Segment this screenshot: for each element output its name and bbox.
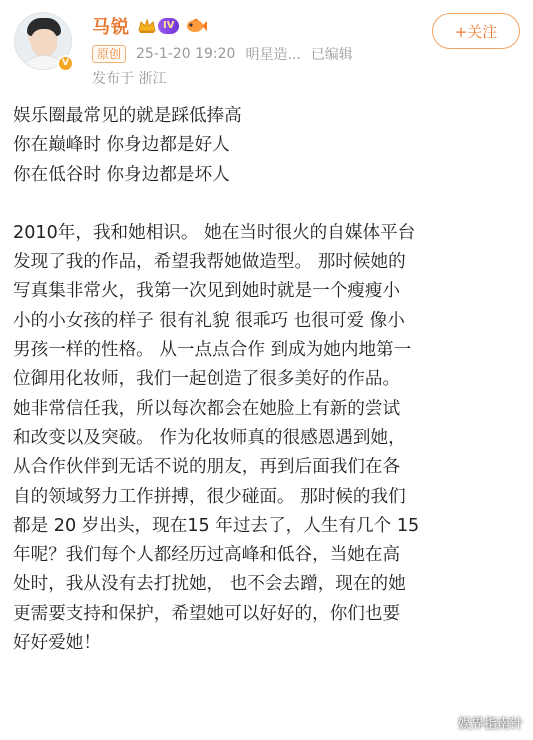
post-text-line: 她非常信任我，所以每次都会在她脸上有新的尝试	[13, 398, 401, 419]
follow-button[interactable]	[432, 13, 520, 49]
post-text-line: 你在巅峰时 你身边都是好人	[13, 135, 230, 156]
post-text-line: 从合作伙伴到无话不说的朋友，再到后面我们在各	[13, 457, 401, 478]
post-text-line: 年呢？我们每个人都经历过高峰和低谷，当她在高	[13, 545, 401, 566]
author-name-row	[92, 14, 207, 38]
post-timestamp: 25-1-20 19:20	[136, 46, 236, 62]
post-text-line: 你在低谷时 你身边都是坏人	[13, 164, 230, 185]
post-text-line: 和改变以及突破。 作为化妆师真的很感恩遇到她，	[13, 427, 406, 448]
post-text-line: 位御用化妆师，我们一起创造了很多美好的作品。	[13, 369, 401, 390]
follow-label: +关注	[454, 22, 498, 41]
post-text-line: 都是 20 岁出头，现在15 年过去了，人生有几个 15	[13, 515, 420, 536]
paragraph-gap	[13, 190, 523, 219]
post-body	[13, 102, 523, 658]
post-text-line: 好好爱她！	[13, 633, 101, 654]
post-source[interactable]: 明星造...	[245, 47, 301, 63]
watermark: 娱界指南针	[457, 717, 523, 732]
avatar[interactable]	[14, 12, 72, 70]
crown-icon	[138, 18, 156, 34]
post-location: 发布于 浙江	[92, 71, 167, 87]
post-header	[0, 0, 533, 92]
post-text-line: 自的领域努力工作拼搏，很少碰面。 那时候的我们	[13, 486, 406, 507]
post-text-line: 写真集非常火，我第一次见到她时就是一个瘦瘦小	[13, 281, 401, 302]
post-meta	[92, 44, 363, 64]
post-text-line: 娱乐圈最常见的就是踩低捧高	[13, 106, 242, 126]
post-text-line: 小的小女孩的样子 很有礼貌 很乖巧 也很可爱 像小	[13, 310, 405, 331]
edited-label[interactable]: 已编辑	[310, 47, 353, 63]
level-badge[interactable]: IV	[158, 18, 179, 34]
author-name[interactable]: 马锐	[92, 17, 130, 38]
original-tag: 原创	[92, 45, 126, 63]
post-text-line: 更需要支持和保护，希望她可以好好的，你们也要	[13, 603, 401, 624]
post-text-line: 2010年，我和她相识。 她在当时很火的自媒体平台	[13, 222, 416, 243]
fish-icon	[185, 17, 207, 35]
verified-v-icon: V	[57, 55, 74, 72]
post-text-line: 处时，我从没有去打扰她， 也不会去蹭，现在的她	[13, 574, 406, 595]
post-text-line: 男孩一样的性格。 从一点点合作 到成为她内地第一	[13, 340, 412, 361]
post-text-line: 发现了我的作品，希望我帮她做造型。 那时候她的	[13, 252, 406, 273]
